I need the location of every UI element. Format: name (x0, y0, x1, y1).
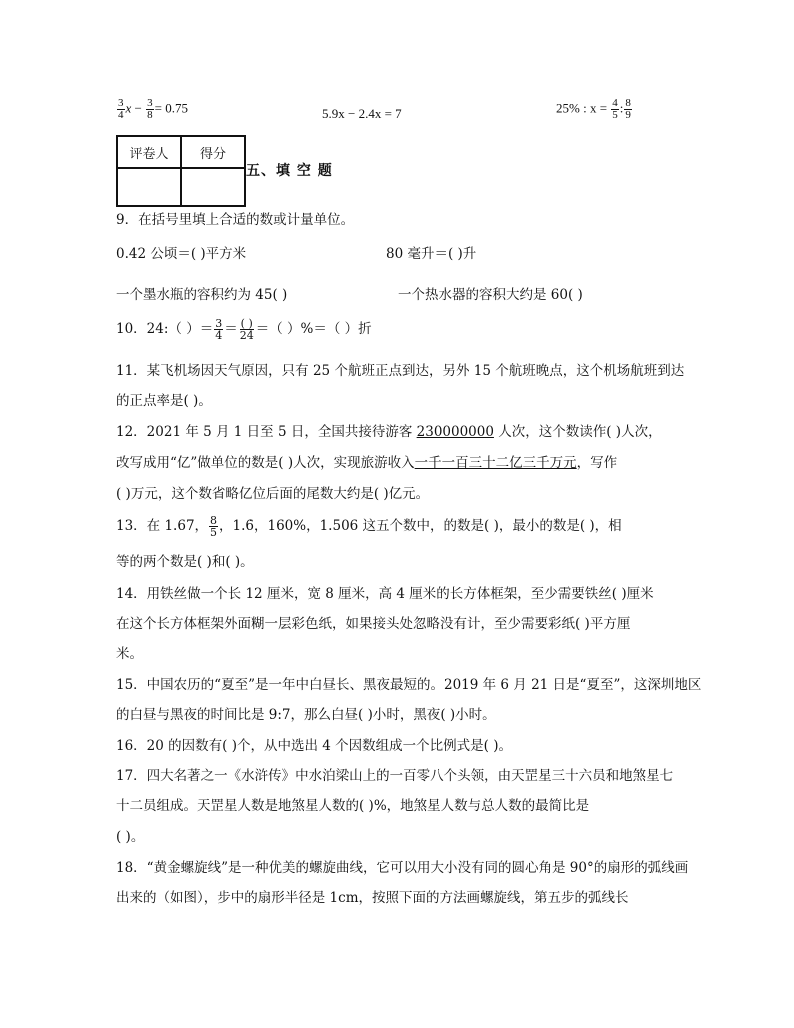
question-12-line-3: ( )万元，这个数省略亿位后面的尾数大约是( )亿元。 (116, 486, 430, 502)
fraction: $\frac{8}{5}$ (210, 514, 218, 539)
section-title: 五、填 空 题 (246, 163, 333, 179)
question-17-line-3: ( )。 (116, 829, 145, 845)
fraction: $\frac{3}{4}$ (215, 317, 223, 342)
question-9-b: 80 毫升＝( )升 (386, 246, 477, 262)
question-9-a: 0.42 公顷＝( )平方米 (116, 246, 247, 262)
question-12-line-1: 12．2021 年 5 月 1 日至 5 日，全国共接待游客 230000000 人次，这个数读作( )人次， (116, 424, 662, 440)
reviewer-header: 评卷人 (117, 136, 181, 168)
question-18-line-2: 出来的（如图），步中的扇形半径是 1cm，按照下面的方法画螺旋线，第五步的弧线长 (116, 890, 629, 906)
fraction: $\frac{8}{9}$ (625, 97, 631, 121)
question-13-line-2: 等的两个数是( )和( )。 (116, 554, 254, 570)
reviewer-cell[interactable] (117, 168, 181, 206)
question-14-line-3: 米。 (116, 646, 143, 662)
fraction-blank: $\frac{( )}{24}$ (239, 317, 254, 342)
score-table (116, 135, 246, 207)
equation-2: 5.9x − 2.4x = 7 (322, 106, 402, 121)
fraction: $\frac{3}{8}$ (147, 97, 153, 121)
question-14-line-2: 在这个长方体框架外面糊一层彩色纸，如果接头处忽略没有计，至少需要彩纸( )平方厘 (116, 616, 631, 632)
question-18-line-1: 18．“黄金螺旋线”是一种优美的螺旋曲线，它可以用大小没有同的圆心角是 90°的扇形的弧线画 (116, 860, 689, 876)
question-10: 10．24:（ ）＝ $\frac{3}{4}$ ＝ $\frac{( )}{24}$ ＝（ ）%＝（ ）折 (116, 317, 372, 342)
question-12-line-2: 改写成用“亿”做单位的数是( )人次，实现旅游收入一千一百三十二亿三千万元，写作 (116, 455, 618, 471)
question-15-line-2: 的白昼与黑夜的时间比是 9:7，那么白昼( )小时，黑夜( )小时。 (116, 707, 496, 723)
question-17-line-1: 17．四大名著之一《水浒传》中水泊梁山上的一百零八个头领，由天罡星三十六员和地煞星七 (116, 768, 674, 784)
question-9-d: 一个热水器的容积大约是 60( ) (398, 287, 583, 303)
question-11-line-2: 的正点率是( )。 (116, 393, 212, 409)
score-cell[interactable] (181, 168, 245, 206)
question-16: 16．20 的因数有( )个，从中选出 4 个因数组成一个比例式是( )。 (116, 738, 512, 754)
question-14-line-1: 14．用铁丝做一个长 12 厘米，宽 8 厘米，高 4 厘米的长方体框架，至少需要铁丝( )厘米 (116, 586, 654, 602)
question-9-c: 一个墨水瓶的容积约为 45( ) (116, 287, 288, 303)
score-header: 得分 (181, 136, 245, 168)
question-17-line-2: 十二员组成。天罡星人数是地煞星人数的( )%，地煞星人数与总人数的最简比是 (116, 798, 590, 814)
question-15-line-1: 15．中国农历的“夏至”是一年中白昼长、黑夜最短的。2019 年 6 月 21 日是“夏至”，这深圳地区 (116, 677, 702, 693)
question-13-line-1: 13．在 1.67， $\frac{8}{5}$ ，1.6̇，160%，1.506 这五个数中，的数是( )，最小的数是( )，相 (116, 514, 622, 539)
fraction: $\frac{4}{5}$ (612, 97, 618, 121)
question-9: 9．在括号里填上合适的数或计量单位。 (116, 212, 355, 228)
equation-1: $\frac{3}{4}$ x − $\frac{3}{8}$ = 0.75 (118, 97, 188, 121)
fraction: $\frac{3}{4}$ (118, 97, 124, 121)
question-11-line-1: 11．某飞机场因天气原因，只有 25 个航班正点到达，另外 15 个航班晚点，这个机场航班到达 (116, 363, 685, 379)
equation-3: 25% : x = $\frac{4}{5}$ : $\frac{8}{9}$ (556, 97, 631, 121)
